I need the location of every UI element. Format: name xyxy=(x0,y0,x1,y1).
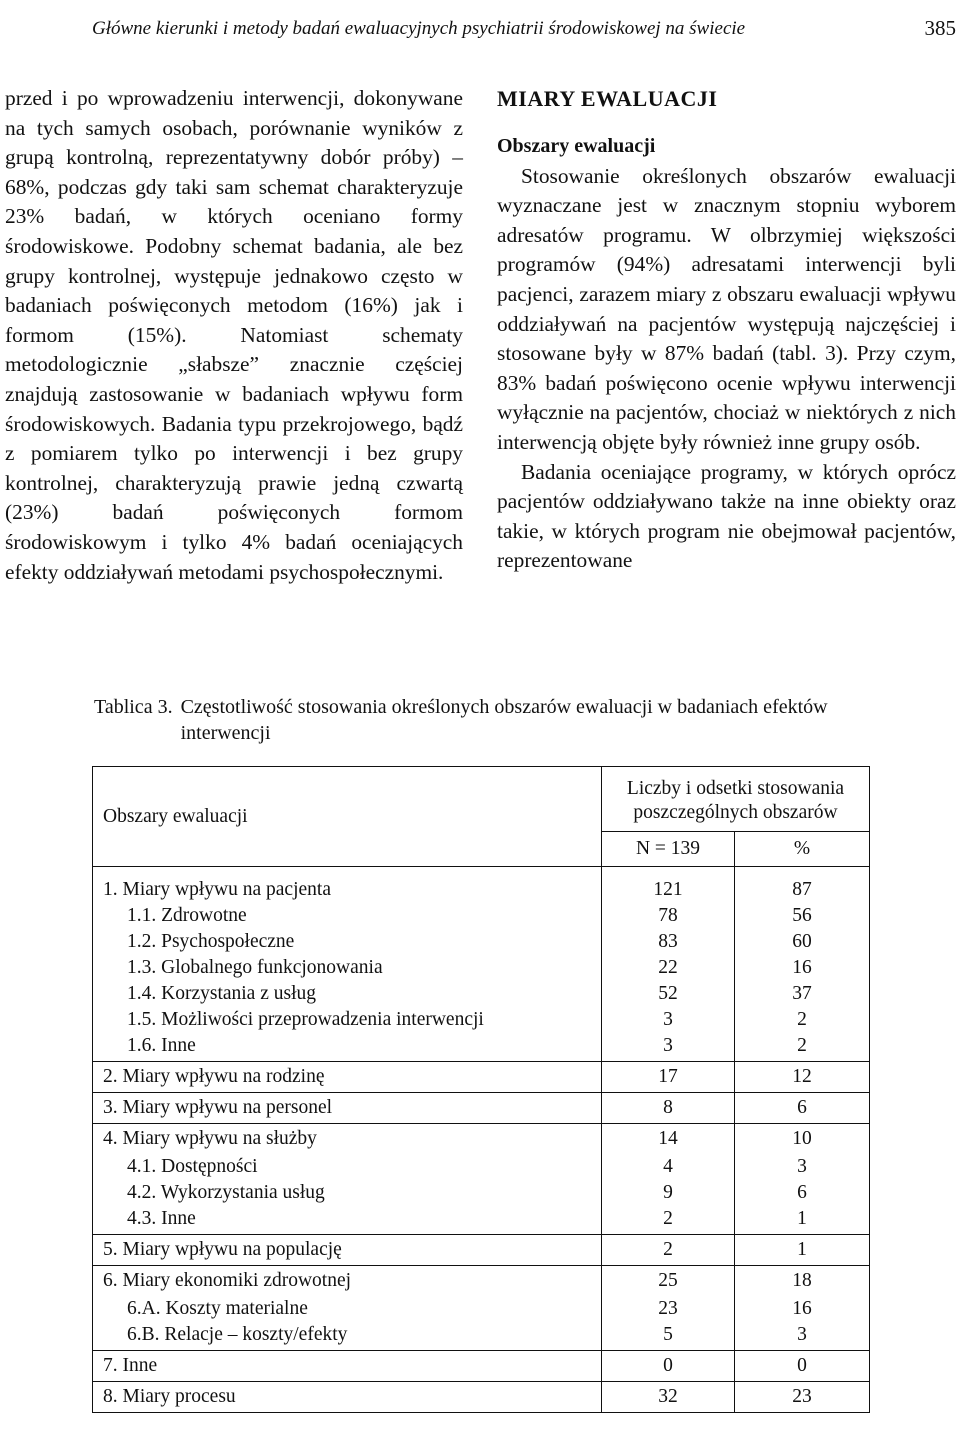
row-percent: 1 xyxy=(735,1206,870,1235)
row-percent: 12 xyxy=(735,1062,870,1093)
row-label: 1. Miary wpływu na pacjenta xyxy=(93,867,602,904)
table-row xyxy=(93,867,870,904)
row-percent: 2 xyxy=(735,1033,870,1062)
left-column xyxy=(5,84,463,587)
row-label: 4.2. Wykorzystania usług xyxy=(93,1180,602,1206)
row-count: 32 xyxy=(602,1382,735,1413)
table-row xyxy=(93,1180,870,1206)
row-percent: 56 xyxy=(735,903,870,929)
row-percent: 18 xyxy=(735,1266,870,1297)
data-table xyxy=(92,766,870,1413)
table-row xyxy=(93,1351,870,1382)
column-header-category: Obszary ewaluacji xyxy=(93,767,602,867)
row-count: 8 xyxy=(602,1093,735,1124)
row-count: 83 xyxy=(602,929,735,955)
row-count: 17 xyxy=(602,1062,735,1093)
row-percent: 87 xyxy=(735,867,870,904)
table-row xyxy=(93,1266,870,1297)
row-percent: 0 xyxy=(735,1351,870,1382)
table-row xyxy=(93,1382,870,1413)
row-count: 2 xyxy=(602,1235,735,1266)
row-label: 8. Miary procesu xyxy=(93,1382,602,1413)
section-heading: MIARY EWALUACJI xyxy=(497,86,718,111)
row-label: 1.6. Inne xyxy=(93,1033,602,1062)
row-count: 23 xyxy=(602,1296,735,1322)
row-label: 6. Miary ekonomiki zdrowotnej xyxy=(93,1266,602,1297)
row-percent: 23 xyxy=(735,1382,870,1413)
right-column xyxy=(497,84,956,576)
table-row xyxy=(93,1033,870,1062)
row-percent: 6 xyxy=(735,1180,870,1206)
row-count: 25 xyxy=(602,1266,735,1297)
table-row xyxy=(93,1235,870,1266)
row-label: 1.4. Korzystania z usług xyxy=(93,981,602,1007)
row-percent: 2 xyxy=(735,1007,870,1033)
row-count: 0 xyxy=(602,1351,735,1382)
table-row xyxy=(93,1296,870,1322)
row-percent: 10 xyxy=(735,1124,870,1155)
row-count: 4 xyxy=(602,1154,735,1180)
table-row xyxy=(93,981,870,1007)
row-label: 1.2. Psychospołeczne xyxy=(93,929,602,955)
row-percent: 16 xyxy=(735,1296,870,1322)
running-header: Główne kierunki i metody badań ewaluacyjnych psychiatrii środowiskowej na świecie xyxy=(92,18,746,39)
row-percent: 3 xyxy=(735,1322,870,1351)
row-label: 2. Miary wpływu na rodzinę xyxy=(93,1062,602,1093)
body-paragraph: przed i po wprowadzeniu interwencji, dokonywane na tych samych osobach, porównanie wyników z grupą kontrolną, reprezentatywny dobór próby) – 68%, podczas gdy taki sam schemat charakteryzuje 23% badań, w których oceniano formy środowiskowe. Podobny schemat badania, ale bez grupy kontrolnej, występuje jednakowo często w badaniach poświęconych metodom (16%) jak i formom (15%). Natomiast schematy metodologicznie „słabsze” znacznie częściej znajdują zastosowanie w badaniach wpływu form środowiskowych. Badania typu przekrojowego, bądź z pomiarem tylko po interwencji i bez grupy kontrolnej, charakteryzują prawie jedną czwartą (23%) badań poświęconych formom środowiskowym i tylko 4% badań oceniających efekty oddziaływań metodami psychospołecznymi. xyxy=(5,86,463,584)
table-row xyxy=(93,955,870,981)
subsection-heading: Obszary ewaluacji xyxy=(497,134,656,157)
row-percent: 3 xyxy=(735,1154,870,1180)
row-percent: 60 xyxy=(735,929,870,955)
column-header-group: Liczby i odsetki stosowania poszczególnych obszarów xyxy=(602,767,870,832)
table-row xyxy=(93,1124,870,1155)
row-percent: 6 xyxy=(735,1093,870,1124)
table-row xyxy=(93,1154,870,1180)
table-row xyxy=(93,1322,870,1351)
row-label: 7. Inne xyxy=(93,1351,602,1382)
row-count: 3 xyxy=(602,1007,735,1033)
row-count: 121 xyxy=(602,867,735,904)
page-number: 385 xyxy=(924,16,956,40)
row-label: 4.3. Inne xyxy=(93,1206,602,1235)
row-label: 1.1. Zdrowotne xyxy=(93,903,602,929)
row-percent: 16 xyxy=(735,955,870,981)
table-row xyxy=(93,1062,870,1093)
table-row xyxy=(93,1206,870,1235)
table-caption-text: Częstotliwość stosowania określonych obszarów ewaluacji w badaniach efektów interwencji xyxy=(180,696,828,744)
row-count: 9 xyxy=(602,1180,735,1206)
body-paragraph: Badania oceniające programy, w których oprócz pacjentów oddziaływano także na inne obiekty oraz takie, w których program nie obejmował pacjentów, reprezentowane xyxy=(497,459,956,573)
row-percent: 37 xyxy=(735,981,870,1007)
table-row xyxy=(93,929,870,955)
table-caption-label: Tablica 3. xyxy=(94,696,173,718)
row-label: 1.5. Możliwości przeprowadzenia interwencji xyxy=(93,1007,602,1033)
row-label: 6.B. Relacje – koszty/efekty xyxy=(93,1322,602,1351)
row-label: 4. Miary wpływu na służby xyxy=(93,1124,602,1155)
row-count: 22 xyxy=(602,955,735,981)
row-count: 14 xyxy=(602,1124,735,1155)
row-count: 52 xyxy=(602,981,735,1007)
row-count: 3 xyxy=(602,1033,735,1062)
row-label: 3. Miary wpływu na personel xyxy=(93,1093,602,1124)
row-count: 2 xyxy=(602,1206,735,1235)
table-caption xyxy=(94,694,884,746)
row-label: 6.A. Koszty materialne xyxy=(93,1296,602,1322)
column-header-percent: % xyxy=(735,832,870,867)
row-label: 4.1. Dostępności xyxy=(93,1154,602,1180)
row-label: 1.3. Globalnego funkcjonowania xyxy=(93,955,602,981)
table-row xyxy=(93,1093,870,1124)
table-row xyxy=(93,903,870,929)
row-percent: 1 xyxy=(735,1235,870,1266)
column-header-n: N = 139 xyxy=(602,832,735,867)
row-count: 5 xyxy=(602,1322,735,1351)
row-label: 5. Miary wpływu na populację xyxy=(93,1235,602,1266)
row-count: 78 xyxy=(602,903,735,929)
table-row xyxy=(93,1007,870,1033)
body-paragraph: Stosowanie określonych obszarów ewaluacji wyznaczane jest w znacznym stopniu wyborem adresatów programu. W olbrzymiej większości programów (94%) adresatami interwencji byli pacjenci, zarazem miary z obszaru ewaluacji wpływu oddziaływań na pacjentów występują najczęściej i stosowane były w 87% badań (tabl. 3). Przy czym, 83% badań poświęcono ocenie wpływu interwencji wyłącznie na pacjentów, chociaż w niektórych z nich interwencją objęte były również inne grupy osób. xyxy=(497,163,956,454)
